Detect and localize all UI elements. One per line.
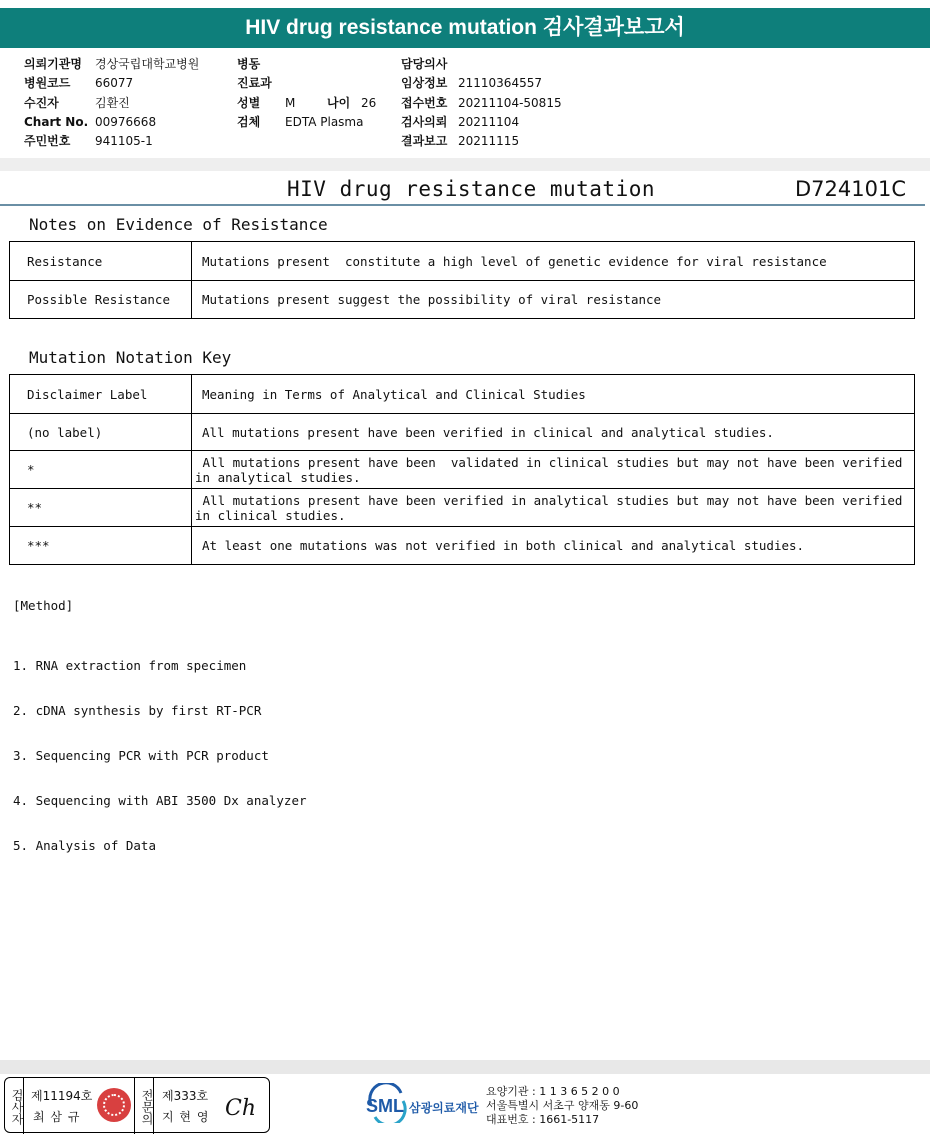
label-receipt-no: 접수번호 [401,95,448,110]
label-requesting-institution: 의뢰기관명 [24,57,82,71]
table-row [10,451,915,489]
notation-text: At least one mutations was not verified in both clinical and analytical studies. [192,527,915,565]
label-specimen: 검체 [237,114,261,129]
notation-label: * [10,451,192,489]
org-care-number: 요양기관 : 1 1 3 6 5 2 0 0 [486,1085,620,1098]
label-chart-no: Chart No. [24,114,89,129]
table-row [10,375,915,414]
evidence-table [9,241,915,319]
tester-label: 검사자 [5,1078,24,1134]
report-title: HIV drug resistance mutation [287,177,656,201]
sml-logo-text: SML [366,1096,404,1116]
evidence-heading: Notes on Evidence of Resistance [29,215,328,234]
tester-license-no: 제11194호 [31,1089,93,1103]
value-age: 26 [361,95,377,110]
report-title-row [0,177,930,205]
value-patient-name: 김환진 [95,95,130,110]
table-row [10,242,915,281]
tester-seal-icon [97,1088,131,1122]
report-title-underline [0,204,925,206]
notation-text: All mutations present have been verified in analytical studies but may not have been verified in clinical studies. [192,489,915,527]
signature-box [4,1077,270,1133]
evidence-label: Possible Resistance [10,281,192,319]
value-specimen: EDTA Plasma [285,114,364,129]
sml-org-name: 삼광의료재단 [409,1101,479,1115]
evidence-label: Resistance [10,242,192,281]
label-patient-name: 수진자 [24,95,59,110]
method-step: 2. cDNA synthesis by first RT-PCR [13,703,262,718]
label-department: 진료과 [237,76,272,91]
label-resident-no: 주민번호 [24,134,71,149]
label-age: 나이 [327,95,351,110]
label-test-request: 검사의뢰 [401,114,448,129]
table-row [10,281,915,319]
method-step: 4. Sequencing with ABI 3500 Dx analyzer [13,793,307,808]
value-test-request: 20211104 [458,114,520,129]
method-step: 5. Analysis of Data [13,838,156,853]
notation-heading: Mutation Notation Key [29,348,232,367]
value-resident-no: 941105-1 [95,134,153,149]
patient-info-col1 [24,55,199,151]
signature-icon: Ch [225,1096,257,1121]
label-ward: 병동 [237,57,261,71]
org-address: 서울특별시 서초구 양재동 9-60 [486,1099,639,1112]
notation-text: Meaning in Terms of Analytical and Clinical Studies [192,375,915,414]
specialist-license-no: 제333호 [162,1089,209,1103]
value-requesting-institution: 경상국립대학교병원 [95,57,200,71]
divider-bar [0,158,930,171]
notation-text: All mutations present have been validated in clinical studies but may not have been verified in analytical studies. [192,451,915,489]
value-receipt-no: 20211104-50815 [458,95,562,110]
method-heading: [Method] [13,598,74,613]
report-header-title: HIV drug resistance mutation 검사결과보고서 [0,8,930,48]
label-result-report: 결과보고 [401,134,448,149]
report-code: D724101C [795,177,906,201]
notation-table [9,374,915,565]
evidence-text: Mutations present constitute a high level of genetic evidence for viral resistance [192,242,915,281]
specialist-name: 지 현 영 [162,1110,210,1124]
table-row [10,414,915,451]
tester-name: 최 삼 규 [33,1110,81,1124]
notation-label: *** [10,527,192,565]
evidence-text: Mutations present suggest the possibility of viral resistance [192,281,915,319]
label-sex: 성별 [237,95,261,110]
org-info [486,1085,638,1127]
org-phone: 대표번호 : 1661-5117 [486,1113,600,1126]
label-physician: 담당의사 [401,57,448,71]
value-chart-no: 00976668 [95,114,157,129]
notation-text: All mutations present have been verified in clinical and analytical studies. [192,414,915,451]
patient-info-col3 [401,55,562,151]
value-clinical-info: 21110364557 [458,76,542,91]
label-clinical-info: 임상정보 [401,76,448,91]
label-hospital-code: 병원코드 [24,76,71,91]
table-row [10,489,915,527]
method-steps [13,628,307,868]
method-step: 3. Sequencing PCR with PCR product [13,748,269,763]
value-sex: M [285,95,296,110]
value-result-report: 20211115 [458,134,520,149]
notation-label: Disclaimer Label [10,375,192,414]
method-step: 1. RNA extraction from specimen [13,658,247,673]
value-hospital-code: 66077 [95,76,134,91]
patient-info-col2 [237,55,376,132]
notation-label: ** [10,489,192,527]
notation-label: (no label) [10,414,192,451]
specialist-label: 전문의 [134,1078,154,1134]
footer-divider [0,1060,930,1074]
table-row [10,527,915,565]
